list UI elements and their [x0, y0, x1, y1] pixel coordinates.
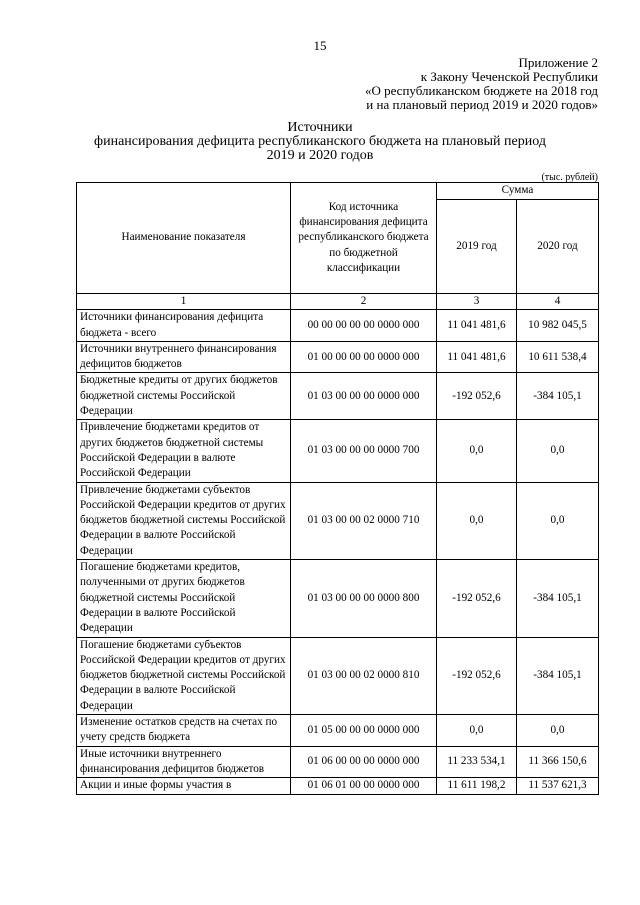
- row-name: Погашение бюджетами субъектов Российской Федерации кредитов от других бюджетов бюджетной системы Российской Федерации в валюте Российской Федерации: [77, 637, 291, 714]
- row-code: 01 03 00 00 02 0000 810: [291, 637, 437, 714]
- column-index: 3: [437, 294, 517, 310]
- appendix-line: Приложение 2: [518, 55, 598, 70]
- row-name: Акции и иные формы участия в: [77, 778, 291, 794]
- row-code: 01 00 00 00 00 0000 000: [291, 341, 437, 373]
- table-row: [77, 373, 599, 420]
- row-code: 01 03 00 00 02 0000 710: [291, 482, 437, 559]
- row-name: Погашение бюджетами кредитов, полученными от других бюджетов бюджетной системы Российской Федерации в валюте Российской Федерации: [77, 560, 291, 637]
- column-index-row: [77, 294, 599, 310]
- row-code: 01 03 00 00 00 0000 000: [291, 373, 437, 420]
- column-index: 2: [291, 294, 437, 310]
- row-name: Изменение остатков средств на счетах по учету средств бюджета: [77, 715, 291, 747]
- table-row: [77, 420, 599, 482]
- table-row: [77, 715, 599, 747]
- row-value-2020: 0,0: [517, 482, 599, 559]
- row-value-2020: 11 537 621,3: [517, 778, 599, 794]
- row-value-2019: 11 041 481,6: [437, 341, 517, 373]
- table-row: [77, 482, 599, 559]
- row-name: Источники финансирования дефицита бюджета - всего: [77, 310, 291, 342]
- row-value-2019: 11 233 534,1: [437, 746, 517, 778]
- appendix-line: и на плановый период 2019 и 2020 годов»: [366, 97, 598, 112]
- row-value-2020: -384 105,1: [517, 637, 599, 714]
- title-line: финансирования дефицита республиканского бюджета на плановый период: [94, 134, 546, 149]
- row-name: Привлечение бюджетами субъектов Российской Федерации кредитов от других бюджетов бюджетной системы Российской Федерации в валюте Российской Федерации: [77, 482, 291, 559]
- appendix-line: к Закону Чеченской Республики: [420, 69, 598, 84]
- row-value-2019: 0,0: [437, 715, 517, 747]
- appendix-line: «О республиканском бюджете на 2018 год: [364, 83, 598, 98]
- row-code: 00 00 00 00 00 0000 000: [291, 310, 437, 342]
- row-code: 01 03 00 00 00 0000 700: [291, 420, 437, 482]
- header-name: Наименование показателя: [77, 183, 291, 294]
- row-code: 01 06 00 00 00 0000 000: [291, 746, 437, 778]
- row-name: Бюджетные кредиты от других бюджетов бюджетной системы Российской Федерации: [77, 373, 291, 420]
- row-value-2020: 10 611 538,4: [517, 341, 599, 373]
- row-value-2020: -384 105,1: [517, 560, 599, 637]
- row-code: 01 05 00 00 00 0000 000: [291, 715, 437, 747]
- table-row: [77, 560, 599, 637]
- title-line: Источники: [287, 120, 353, 135]
- table-row: [77, 746, 599, 778]
- units-label: (тыс. рублей): [541, 172, 598, 183]
- row-value-2019: 11 041 481,6: [437, 310, 517, 342]
- table-row: [77, 310, 599, 342]
- row-name: Иные источники внутреннего финансирования дефицитов бюджетов: [77, 746, 291, 778]
- page-number: 15: [313, 38, 327, 53]
- column-index: 4: [517, 294, 599, 310]
- table-row: [77, 341, 599, 373]
- table-row: [77, 637, 599, 714]
- row-value-2020: -384 105,1: [517, 373, 599, 420]
- row-value-2019: 0,0: [437, 420, 517, 482]
- table-row: [77, 778, 599, 794]
- row-value-2019: -192 052,6: [437, 560, 517, 637]
- title-line: 2019 и 2020 годов: [266, 148, 374, 163]
- row-value-2019: 0,0: [437, 482, 517, 559]
- header-code: Код источника финансирования дефицита республиканского бюджета по бюджетной классификации: [291, 183, 437, 294]
- row-value-2020: 0,0: [517, 715, 599, 747]
- row-value-2019: -192 052,6: [437, 637, 517, 714]
- row-name: Источники внутреннего финансирования дефицитов бюджетов: [77, 341, 291, 373]
- row-code: 01 06 01 00 00 0000 000: [291, 778, 437, 794]
- document-title: [0, 121, 640, 163]
- row-value-2019: 11 611 198,2: [437, 778, 517, 794]
- row-value-2019: -192 052,6: [437, 373, 517, 420]
- header-sum: Сумма: [437, 183, 599, 200]
- header-row: [77, 183, 599, 200]
- appendix-block: [278, 56, 598, 112]
- row-value-2020: 0,0: [517, 420, 599, 482]
- header-year-2019: 2019 год: [437, 200, 517, 294]
- row-value-2020: 10 982 045,5: [517, 310, 599, 342]
- row-code: 01 03 00 00 00 0000 800: [291, 560, 437, 637]
- sources-table: [76, 182, 599, 795]
- row-name: Привлечение бюджетами кредитов от других бюджетов бюджетной системы Российской Федерации в валюте Российской Федерации: [77, 420, 291, 482]
- row-value-2020: 11 366 150,6: [517, 746, 599, 778]
- header-year-2020: 2020 год: [517, 200, 599, 294]
- column-index: 1: [77, 294, 291, 310]
